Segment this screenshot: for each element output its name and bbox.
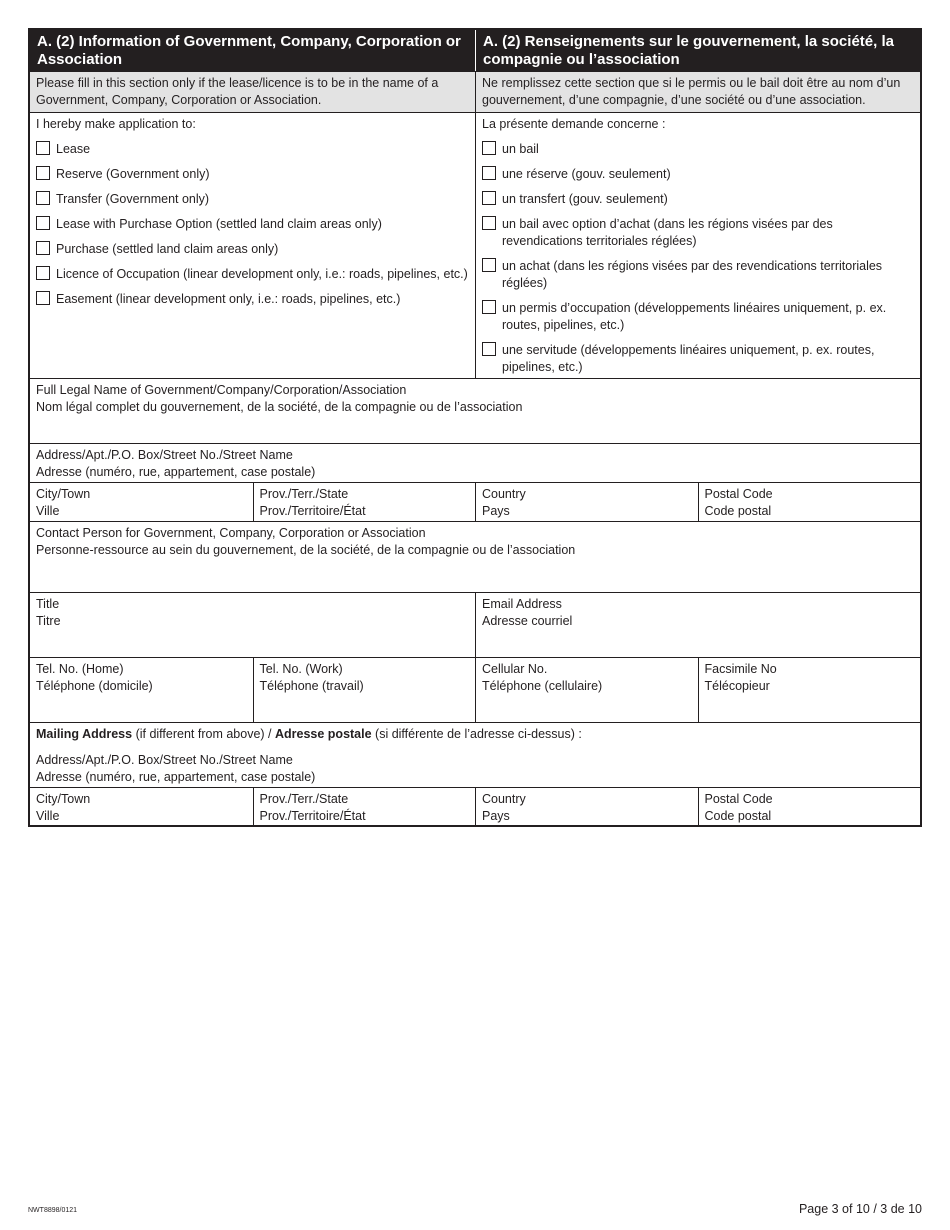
cell-label-en: Cellular No. [482,662,548,676]
instruction-row [30,71,920,112]
mailing-address-label-fr: Adresse (numéro, rue, appartement, case postale) [36,770,316,784]
option-label: Easement (linear development only, i.e.: roads, pipelines, etc.) [56,292,401,306]
application-type-row [30,112,920,378]
country-field[interactable] [475,483,698,521]
tel-work-field[interactable] [253,658,476,722]
mailing-country-label-en: Country [482,792,526,806]
application-options-fr [475,113,920,378]
contact-person-field[interactable] [30,521,920,592]
section-heading-en: A. (2) Information of Government, Company, Corporation or Association [30,30,475,71]
option-label: un transfert (gouv. seulement) [502,192,668,206]
option-easement [36,291,469,308]
option-bail-achat [482,216,914,250]
legal-name-label-en: Full Legal Name of Government/Company/Corporation/Association [36,383,407,397]
mailing-label-fr-rest: (si différente de l’adresse ci-dessus) : [371,727,582,741]
mailing-location-row [30,787,920,825]
form-code: NWT8898/0121 [28,1207,78,1214]
postal-code-field[interactable] [698,483,921,521]
cell-label-fr: Téléphone (cellulaire) [482,679,603,693]
mailing-postal-label-en: Postal Code [704,792,773,806]
postal-label-en: Postal Code [704,487,773,501]
mailing-country-field[interactable] [475,788,698,825]
mailing-address-field[interactable] [30,722,920,787]
option-label: une servitude (développements linéaires uniquement, p. ex. routes, pipelines, etc.) [502,343,875,374]
mailing-label-en-bold: Mailing Address [36,727,133,741]
option-lease-purchase [36,216,469,233]
easement-checkbox[interactable] [36,291,50,305]
address-label-en: Address/Apt./P.O. Box/Street No./Street Name [36,448,293,462]
city-field[interactable] [30,483,253,521]
mailing-city-label-en: City/Town [36,792,91,806]
option-bail [482,141,914,158]
option-permis-occupation [482,300,914,334]
option-label: Reserve (Government only) [56,167,210,181]
email-label-fr: Adresse courriel [482,614,573,628]
tel-home-label-fr: Téléphone (domicile) [36,679,153,693]
country-label-en: Country [482,487,526,501]
legal-name-cell [30,379,920,443]
title-label-en: Title [36,597,60,611]
option-label: une réserve (gouv. seulement) [502,167,671,181]
option-label: un permis d’occupation (développements linéaires uniquement, p. ex. routes, pipelines, etc.) [502,301,887,332]
option-label: un bail [502,142,539,156]
address-label-fr: Adresse (numéro, rue, appartement, case postale) [36,465,316,479]
lease-purchase-checkbox[interactable] [36,216,50,230]
option-label: Purchase (settled land claim areas only) [56,242,279,256]
mailing-label-en-rest: (if different from above) / [132,727,275,741]
application-form [28,28,922,827]
application-intro-fr: La présente demande concerne : [482,117,666,131]
option-transfert [482,191,914,208]
bail-achat-checkbox[interactable] [482,216,496,230]
contact-label-en: Contact Person for Government, Company, Corporation or Association [36,526,426,540]
option-reserve-fr [482,166,914,183]
transfert-checkbox[interactable] [482,191,496,205]
application-intro-en: I hereby make application to: [36,117,196,131]
address-field[interactable] [30,443,920,482]
option-label: Lease [56,142,91,156]
bail-checkbox[interactable] [482,141,496,155]
permis-occupation-checkbox[interactable] [482,300,496,314]
province-field[interactable] [253,483,476,521]
option-purchase [36,241,469,258]
instruction-en: Please fill in this section only if the lease/licence is to be in the name of a Government, Company, Corporation or Association. [30,72,475,112]
page-number: Page 3 of 10 / 3 de 10 [798,1202,922,1216]
title-label-fr: Titre [36,614,61,628]
title-email-row [30,592,920,657]
transfer-checkbox[interactable] [36,191,50,205]
option-label: Licence of Occupation (linear development only, i.e.: roads, pipelines, etc.) [56,267,468,281]
tel-home-label-en: Tel. No. (Home) [36,662,124,676]
instruction-fr: Ne remplissez cette section que si le permis ou le bail doit être au nom d’un gouvernement, d’une compagnie, d’une société ou d’une association. [475,72,920,112]
mailing-postal-code-field[interactable] [698,788,921,825]
licence-occupation-checkbox[interactable] [36,266,50,280]
mailing-address-heading [36,726,914,743]
option-label: un achat (dans les régions visées par des revendications territoriales réglées) [502,259,883,290]
title-field[interactable] [30,593,475,657]
reserve-checkbox[interactable] [36,166,50,180]
mailing-prov-label-en: Prov./Terr./State [259,792,349,806]
option-reserve [36,166,469,183]
mailing-province-field[interactable] [253,788,476,825]
location-row [30,482,920,521]
tel-work-label-fr: Téléphone (travail) [259,679,364,693]
option-label: Lease with Purchase Option (settled land claim areas only) [56,217,382,231]
mailing-postal-label-fr: Code postal [704,809,772,823]
mailing-city-field[interactable] [30,788,253,825]
purchase-checkbox[interactable] [36,241,50,255]
lease-checkbox[interactable] [36,141,50,155]
country-label-fr: Pays [482,504,510,518]
mailing-address-cell [30,723,920,787]
prov-label-fr: Prov./Territoire/État [259,504,366,518]
phone-row [30,657,920,722]
contact-label-fr: Personne-ressource au sein du gouvernement, de la société, de la compagnie ou de l’association [36,543,576,557]
option-achat [482,258,914,292]
mailing-country-label-fr: Pays [482,809,510,823]
tel-work-label-en: Tel. No. (Work) [259,662,343,676]
option-licence-occupation [36,266,469,283]
mailing-address-label-en: Address/Apt./P.O. Box/Street No./Street Name [36,753,293,767]
mailing-label-fr-bold: Adresse postale [274,727,372,741]
city-label-en: City/Town [36,487,91,501]
option-servitude [482,342,914,376]
servitude-checkbox[interactable] [482,342,496,356]
city-label-fr: Ville [36,504,60,518]
postal-label-fr: Code postal [704,504,772,518]
cellular-field[interactable] [475,658,698,722]
mailing-prov-label-fr: Prov./Territoire/État [259,809,366,823]
reserve-fr-checkbox[interactable] [482,166,496,180]
email-label-en: Email Address [482,597,562,611]
legal-name-field[interactable] [30,378,920,443]
prov-label-en: Prov./Terr./State [259,487,349,501]
fax-label-en: Facsimile No [704,662,777,676]
tel-home-field[interactable] [30,658,253,722]
address-cell [30,444,920,482]
option-transfer [36,191,469,208]
legal-name-label-fr: Nom légal complet du gouvernement, de la société, de la compagnie ou de l’association [36,400,523,414]
fax-field[interactable] [698,658,921,722]
email-field[interactable] [475,593,920,657]
option-label: un bail avec option d’achat (dans les régions visées par des revendications territoriales réglées) [502,217,833,248]
section-header [30,30,920,71]
contact-person-cell [30,522,920,592]
application-options-en [30,113,475,378]
fax-label-fr: Télécopieur [704,679,770,693]
option-label: Transfer (Government only) [56,192,210,206]
mailing-city-label-fr: Ville [36,809,60,823]
section-heading-fr: A. (2) Renseignements sur le gouvernement, la société, la compagnie ou l’association [475,30,920,71]
option-lease [36,141,469,158]
achat-checkbox[interactable] [482,258,496,272]
